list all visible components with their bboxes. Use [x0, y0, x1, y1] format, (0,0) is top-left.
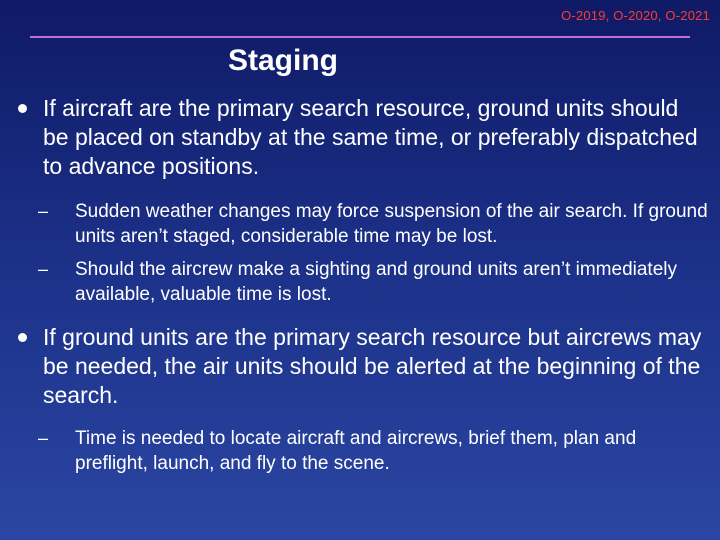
bullet-1-sub-2-text: Should the aircrew make a sighting and ground units aren’t immediately available, valuable time is lost.	[75, 259, 677, 305]
dash-icon: –	[38, 201, 49, 221]
slide-reference: O-2019, O-2020, O-2021	[561, 8, 710, 23]
slide-title: Staging	[228, 44, 338, 77]
slide-content	[18, 94, 708, 476]
bullet-1-text: If aircraft are the primary search resource, ground units should be placed on standby at the same time, or preferably dispatched to advance positions.	[43, 95, 698, 179]
bullet-2-text: If ground units are the primary search resource but aircrews may be needed, the air units should be alerted at the beginning of the search.	[43, 324, 702, 408]
bullet-2	[18, 323, 708, 410]
bullet-1-sub-1	[18, 199, 708, 249]
bullet-1-sub-1-text: Sudden weather changes may force suspension of the air search. If ground units aren’t staged, considerable time may be lost.	[75, 201, 708, 247]
header-rule	[30, 36, 690, 38]
dash-icon: –	[38, 428, 49, 448]
dash-icon: –	[38, 259, 49, 279]
bullet-dot-icon	[18, 104, 27, 113]
bullet-2-sub-1-text: Time is needed to locate aircraft and aircrews, brief them, plan and preflight, launch, and fly to the scene.	[75, 428, 637, 474]
bullet-dot-icon	[18, 333, 27, 342]
bullet-1	[18, 94, 708, 181]
bullet-2-sub-1	[18, 426, 708, 476]
bullet-1-sub-2	[18, 257, 708, 307]
